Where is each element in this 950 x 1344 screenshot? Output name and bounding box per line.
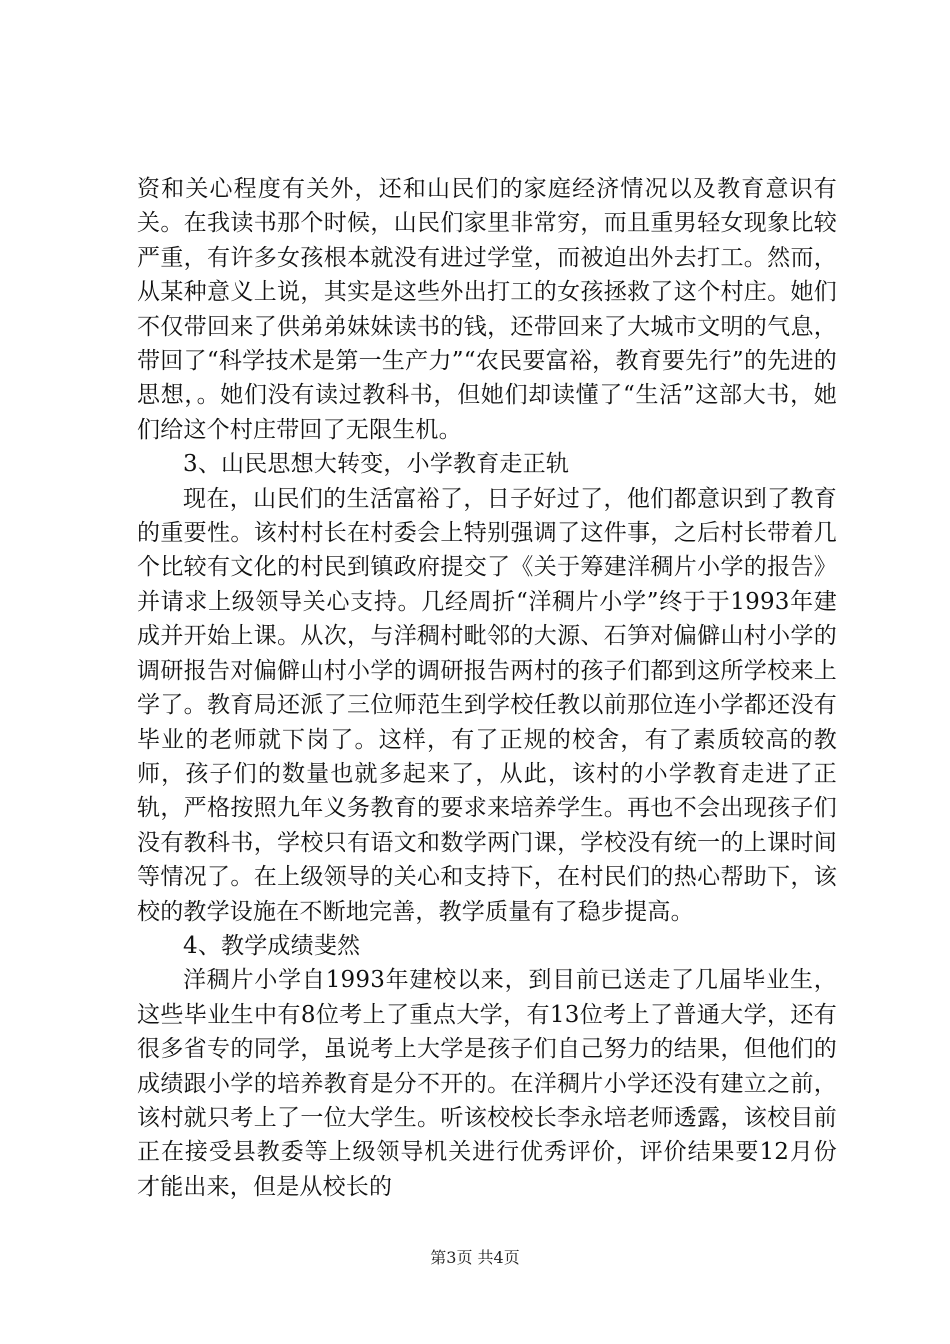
section-heading-3: 3、山民思想大转变，小学教育走正轨	[183, 451, 570, 478]
section-heading-4: 4、教学成绩斐然	[183, 932, 361, 959]
document-body	[137, 172, 837, 1204]
paragraph-section-4: 洋稠片小学自1993年建校以来，到目前已送走了几届毕业生，这些毕业生中有8位考上了重点大学，有13位考上了普通大学，还有很多省专的同学，虽说考上大学是孩子们自己努力的结果，但他们的成绩跟小学的培养教育是分不开的。在洋稠片小学还没有建立之前，该村就只考上了一位大学生。听该校校长李永培老师透露，该校目前正在接受县教委等上级领导机关进行优秀评价，评价结果要12月份才能出来，但是从校长的	[137, 967, 837, 1200]
paragraph-continuation: 资和关心程度有关外，还和山民们的家庭经济情况以及教育意识有关。在我读书那个时候，山民们家里非常穷，而且重男轻女现象比较严重，有许多女孩根本就没有进过学堂，而被迫出外去打工。然而，从某种意义上说，其实是这些外出打工的女孩拯救了这个村庄。她们不仅带回来了供弟弟妹妹读书的钱，还带回来了大城市文明的气息，带回了“科学技术是第一生产力”“农民要富裕，教育要先行”的先进的思想，。她们没有读过教科书，但她们却读懂了“生活”这部大书，她们给这个村庄带回了无限生机。	[137, 176, 837, 443]
page-number-footer: 第3页 共4页	[430, 1248, 520, 1267]
paragraph-section-3: 现在，山民们的生活富裕了，日子好过了，他们都意识到了教育的重要性。该村村长在村委会上特别强调了这件事，之后村长带着几个比较有文化的村民到镇政府提交了《关于筹建洋稠片小学的报告》并请求上级领导关心支持。几经周折“洋稠片小学”终于于1993年建成并开始上课。从次，与洋稠村毗邻的大源、石笋对偏僻山村小学的调研报告对偏僻山村小学的调研报告两村的孩子们都到这所学校来上学了。教育局还派了三位师范生到学校任教以前那位连小学都还没有毕业的老师就下岗了。这样，有了正规的校舍，有了素质较高的教师，孩子们的数量也就多起来了，从此，该村的小学教育走进了正轨，严格按照九年义务教育的要求来培养学生。再也不会出现孩子们没有教科书，学校只有语文和数学两门课，学校没有统一的上课时间等情况了。在上级领导的关心和支持下，在村民们的热心帮助下，该校的教学设施在不断地完善，教学质量有了稳步提高。	[137, 485, 837, 925]
